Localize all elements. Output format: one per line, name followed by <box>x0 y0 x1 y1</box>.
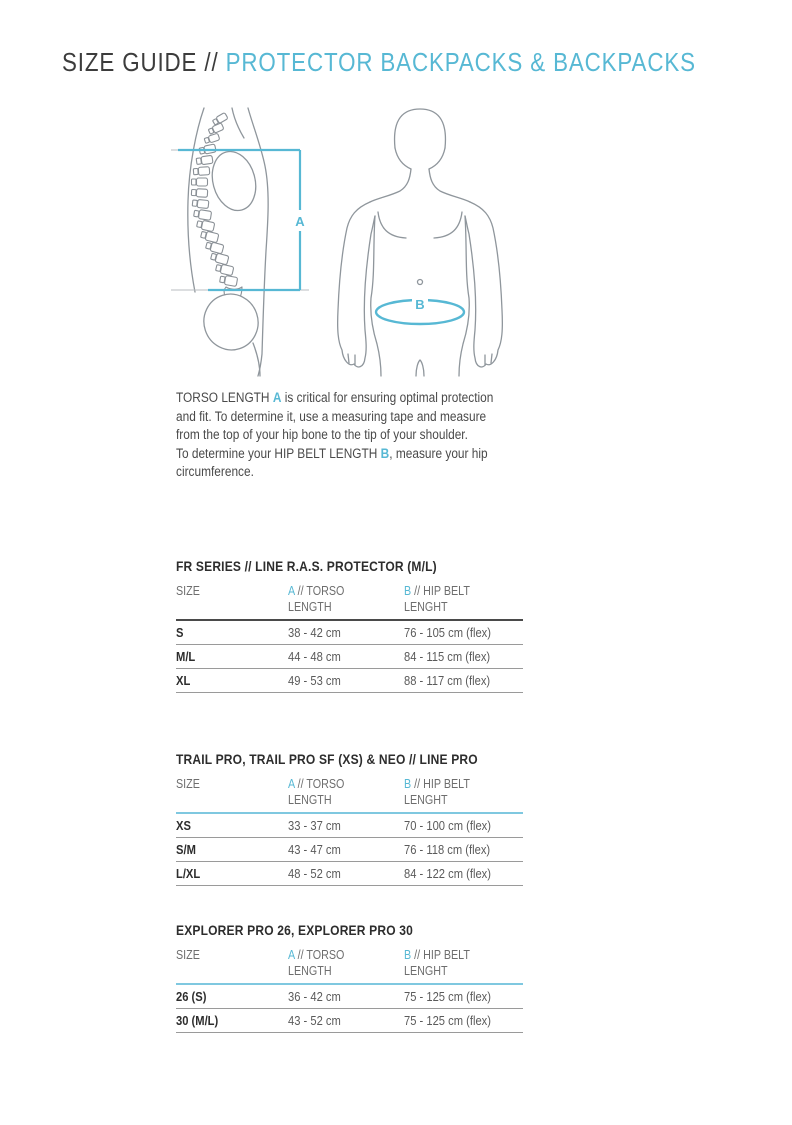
hip-belt-cell: 75 - 125 cm (flex) <box>404 1013 491 1028</box>
intro-line <box>176 426 493 445</box>
hip-belt-cell: 76 - 118 cm (flex) <box>404 842 491 857</box>
torso-length-cell: 33 - 37 cm <box>288 818 341 833</box>
measurement-illustration <box>168 106 518 383</box>
head-outline <box>395 109 446 148</box>
buttock-outline <box>197 287 266 357</box>
col-torso-header: A // TORSO LENGTH <box>288 584 345 614</box>
table-header-row <box>176 947 523 983</box>
col-hipbelt-header: B // HIP BELT LENGHT <box>404 948 470 978</box>
size-table-row <box>176 814 523 838</box>
size-cell: M/L <box>176 649 196 664</box>
intro-text: and fit. To determine it, use a measuring tape and measure <box>176 408 487 424</box>
page-title <box>62 47 696 78</box>
torso-front-figure <box>338 109 503 376</box>
page-title-category: PROTECTOR BACKPACKS & BACKPACKS <box>225 47 696 77</box>
size-table-row <box>176 621 523 645</box>
size-table-row <box>176 645 523 669</box>
table-title: EXPLORER PRO 26, EXPLORER PRO 30 <box>176 922 414 938</box>
intro-paragraph <box>176 389 537 482</box>
size-table-row <box>176 862 523 886</box>
hip-belt-marker <box>376 295 464 324</box>
hip-belt-cell: 88 - 117 cm (flex) <box>404 673 491 688</box>
size-cell: XL <box>176 673 191 688</box>
pec-left <box>378 212 406 238</box>
intro-line <box>176 463 493 482</box>
col-hipbelt-header: B // HIP BELT LENGHT <box>404 584 470 614</box>
table-header-row <box>176 583 523 619</box>
size-cell: 30 (M/L) <box>176 1013 219 1028</box>
size-table-row <box>176 985 523 1009</box>
size-table-row <box>176 838 523 862</box>
size-table-row <box>176 669 523 693</box>
intro-text: TORSO LENGTH <box>176 390 273 405</box>
size-table-row <box>176 1009 523 1033</box>
measurement-figure-svg <box>168 106 518 378</box>
hip-belt-cell: 84 - 122 cm (flex) <box>404 866 491 881</box>
col-torso-header: A // TORSO LENGTH <box>288 948 345 978</box>
torso-length-cell: 44 - 48 cm <box>288 649 341 664</box>
col-size-header: SIZE <box>176 777 200 791</box>
intro-line <box>176 408 493 427</box>
navel <box>418 280 423 285</box>
measurement-letter: B <box>380 445 390 461</box>
intro-text: from the top of your hip bone to the tip of your shoulder. <box>176 427 468 443</box>
hip-belt-cell: 75 - 125 cm (flex) <box>404 989 491 1004</box>
pec-right <box>434 212 462 238</box>
hip-belt-cell: 70 - 100 cm (flex) <box>404 818 491 833</box>
size-table <box>176 751 523 886</box>
torso-length-label: A <box>295 214 305 229</box>
intro-line <box>176 389 493 408</box>
torso-length-cell: 38 - 42 cm <box>288 625 341 640</box>
size-cell: L/XL <box>176 866 201 881</box>
col-torso-header: A // TORSO LENGTH <box>288 777 345 807</box>
col-size-header: SIZE <box>176 948 200 962</box>
size-cell: S/M <box>176 842 196 857</box>
col-hipbelt-header: B // HIP BELT LENGHT <box>404 777 470 807</box>
torso-length-cell: 43 - 47 cm <box>288 842 341 857</box>
hip-belt-cell: 84 - 115 cm (flex) <box>404 649 491 664</box>
size-cell: S <box>176 625 184 640</box>
hip-belt-label: B <box>415 297 425 312</box>
intro-text: circumference. <box>176 464 254 480</box>
size-table <box>176 558 523 693</box>
intro-text: , measure your hip <box>389 445 488 461</box>
intro-line <box>176 445 493 464</box>
torso-length-cell: 48 - 52 cm <box>288 866 341 881</box>
torso-length-cell: 36 - 42 cm <box>288 989 341 1004</box>
intro-text: is critical for ensuring optimal protection <box>281 390 494 405</box>
size-table <box>176 922 523 1033</box>
torso-length-cell: 49 - 53 cm <box>288 673 341 688</box>
table-header-row <box>176 776 523 812</box>
torso-length-cell: 43 - 52 cm <box>288 1013 341 1028</box>
table-title: FR SERIES // LINE R.A.S. PROTECTOR (M/L) <box>176 558 437 574</box>
measurement-letter: A <box>272 390 282 405</box>
table-title: TRAIL PRO, TRAIL PRO SF (XS) & NEO // LINE PRO <box>176 751 478 767</box>
size-cell: 26 (S) <box>176 989 207 1004</box>
hip-belt-cell: 76 - 105 cm (flex) <box>404 625 491 640</box>
size-cell: XS <box>176 818 191 833</box>
intro-text: To determine your HIP BELT LENGTH <box>176 445 381 461</box>
page-title-main: SIZE GUIDE // <box>62 47 219 77</box>
col-size-header: SIZE <box>176 584 200 598</box>
